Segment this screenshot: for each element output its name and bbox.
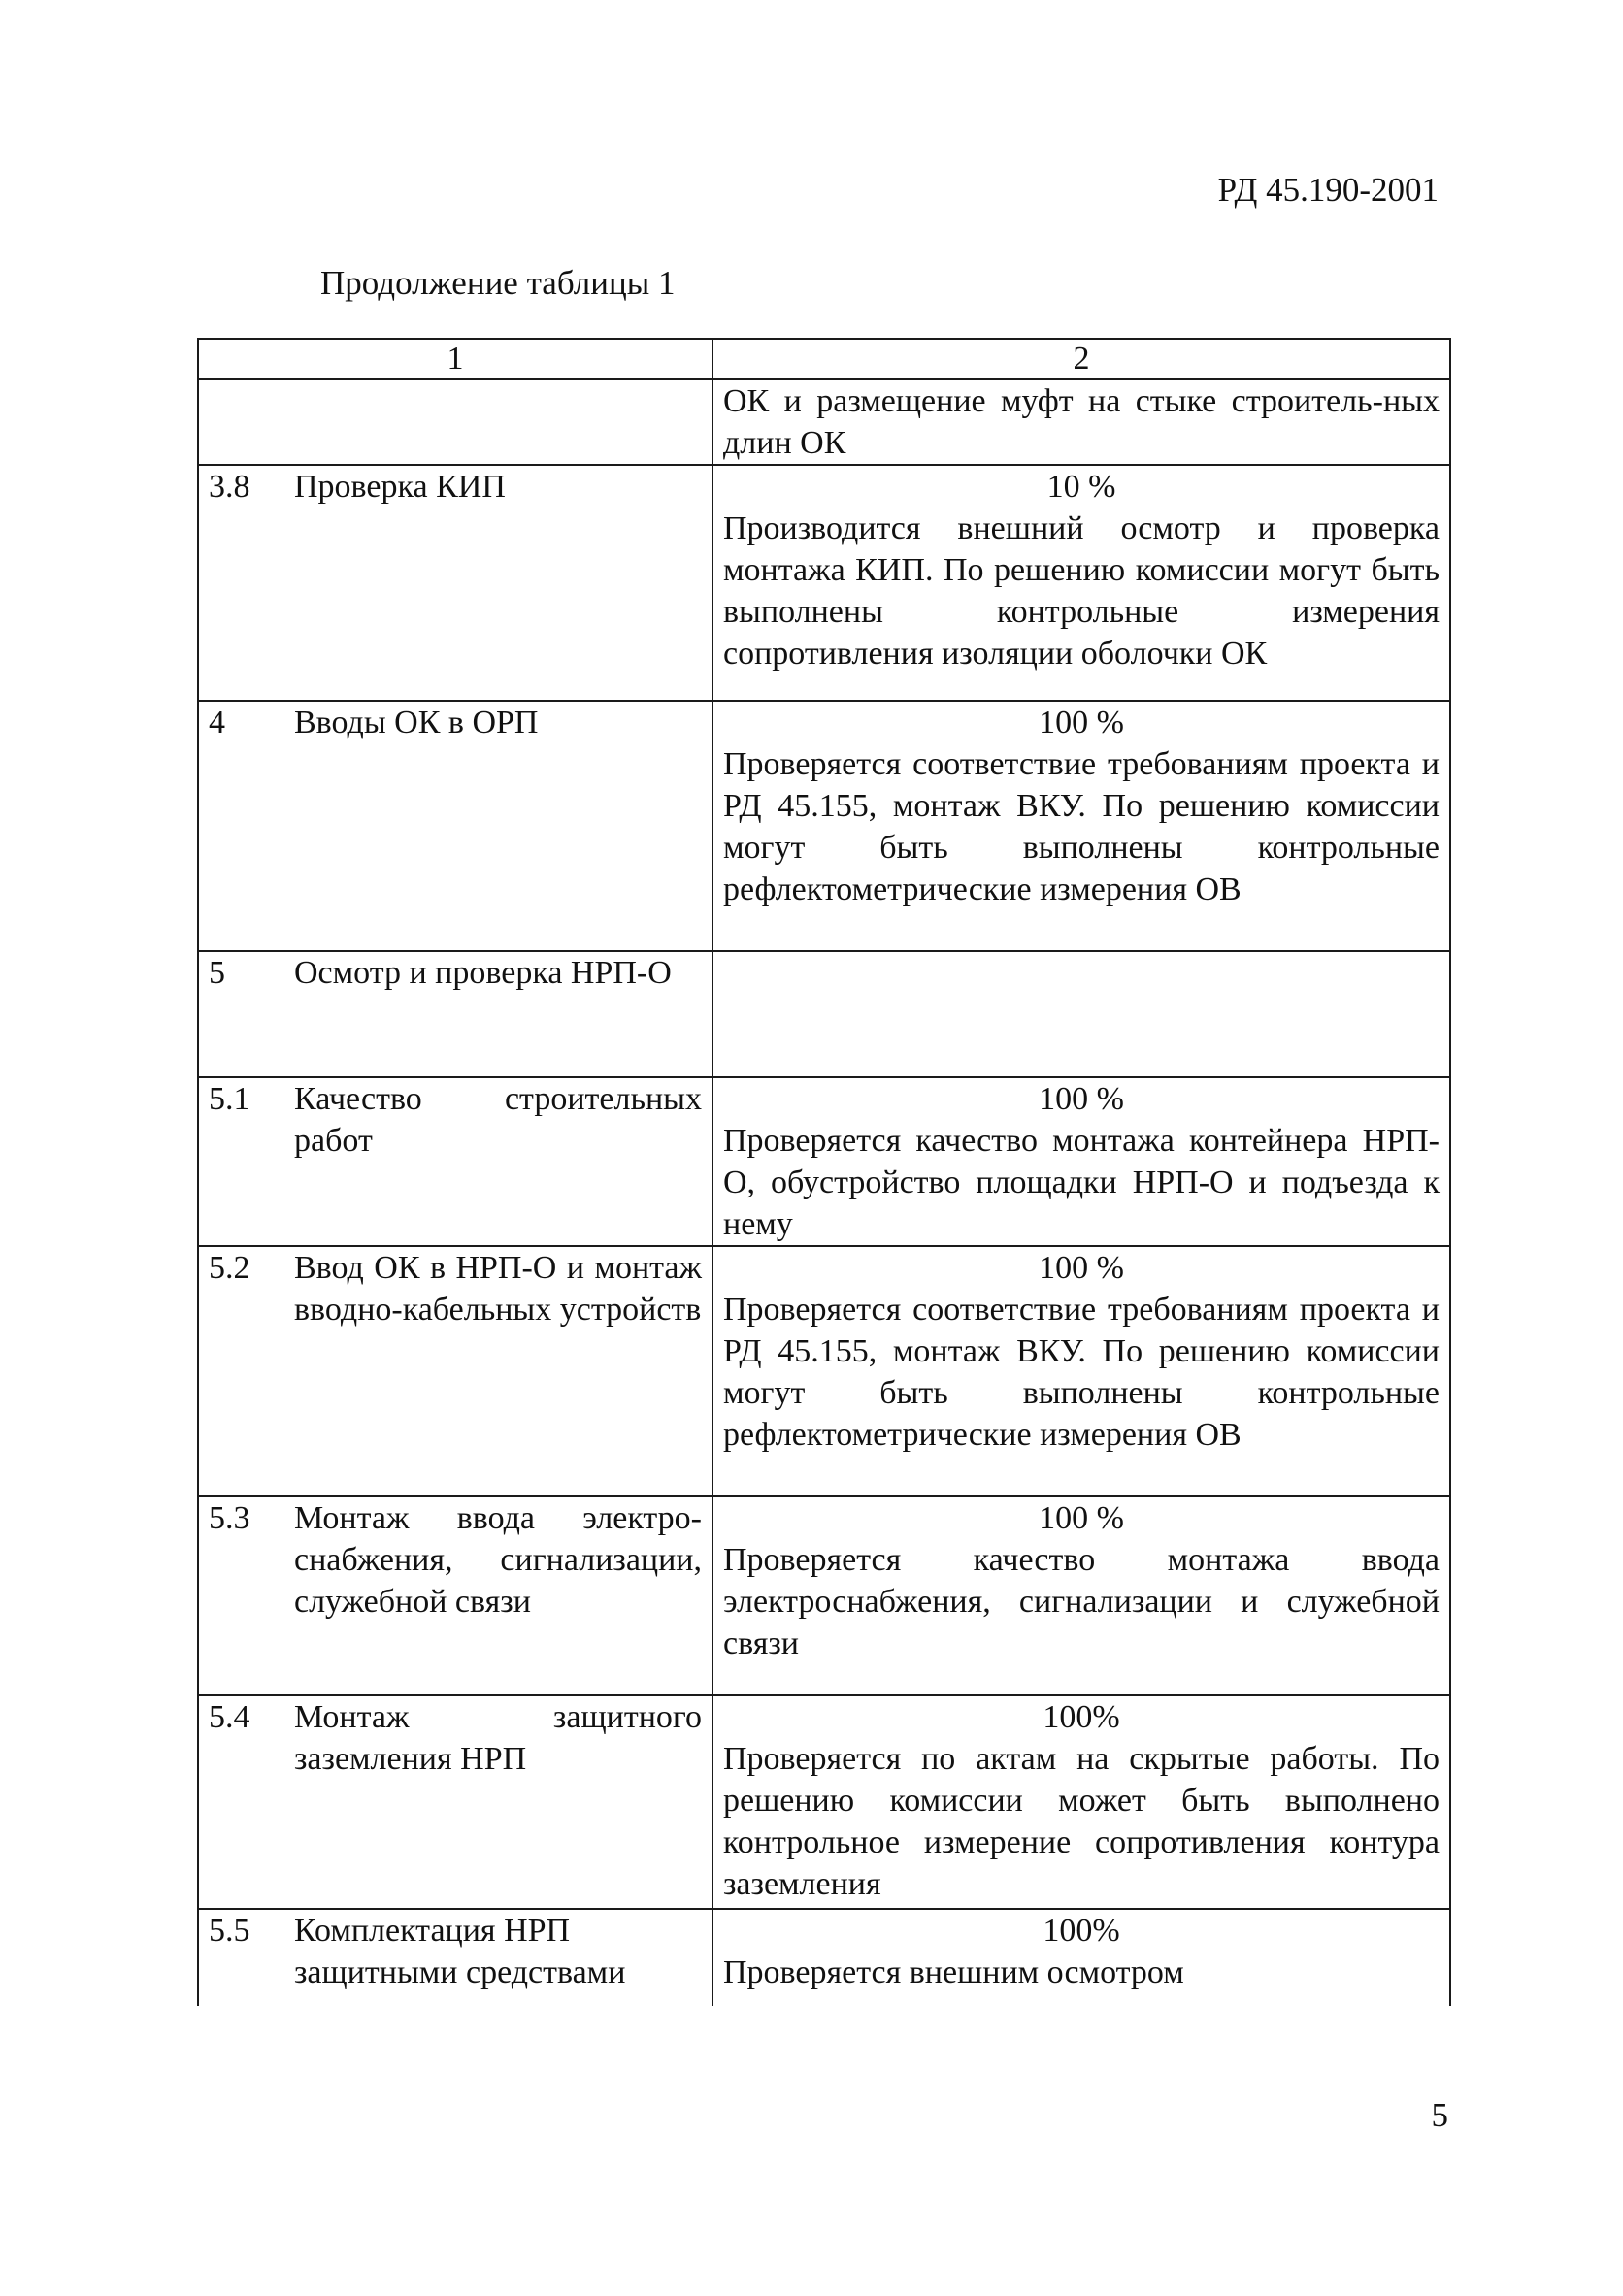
- table-row: [198, 1246, 1450, 1496]
- row-number: 5.1: [209, 1081, 250, 1117]
- row-description: Производится внешний осмотр и проверка монтажа КИП. По решению комиссии могут быть выполнены контрольные измерения сопротивления изоляции оболочки ОК: [723, 510, 1440, 672]
- row-number: 5.3: [209, 1500, 250, 1536]
- table-row: [198, 1909, 1450, 2006]
- row-item-cell: [198, 1496, 712, 1695]
- row-description-cell: [712, 1695, 1450, 1909]
- document-code: РД 45.190-2001: [1217, 171, 1439, 209]
- table-row: [198, 1077, 1450, 1246]
- row-number: 4: [209, 705, 225, 740]
- row-item-cell: [198, 1077, 712, 1246]
- row-description: Проверяется по актам на скрытые работы. По решению комиссии может быть выполнено контрольное измерение сопротивления контура заземления: [723, 1741, 1440, 1902]
- row-name: Монтаж защитного заземления НРП: [294, 1699, 702, 1777]
- row-name: Осмотр и проверка НРП-О: [294, 955, 672, 991]
- table-row: [198, 379, 1450, 465]
- row-item-cell: [198, 1246, 712, 1496]
- row-item-cell: [198, 701, 712, 951]
- table-row: [198, 701, 1450, 951]
- row-name: Проверка КИП: [294, 469, 506, 505]
- table-row: [198, 465, 1450, 701]
- row-percent: 100 %: [1039, 1250, 1124, 1286]
- row-description: ОК и размещение муфт на стыке строитель-ных длин ОК: [723, 383, 1440, 461]
- row-name: Вводы ОК в ОРП: [294, 705, 539, 740]
- row-description-cell: [712, 379, 1450, 465]
- row-percent: 100 %: [1039, 1500, 1124, 1536]
- row-number: 3.8: [209, 469, 250, 505]
- row-name: Качество строительных работ: [294, 1081, 702, 1159]
- row-description: Проверяется соответствие требованиям проекта и РД 45.155, монтаж ВКУ. По решению комиссии могут быть выполнены контрольные рефлектометрические измерения ОВ: [723, 1292, 1440, 1453]
- row-percent: 100%: [1043, 1913, 1120, 1949]
- row-percent: 100 %: [1039, 705, 1124, 740]
- row-description: Проверяется внешним осмотром: [723, 1954, 1184, 1990]
- table-header-row: [198, 339, 1450, 379]
- row-description: Проверяется соответствие требованиям проекта и РД 45.155, монтаж ВКУ. По решению комиссии могут быть выполнены контрольные рефлектометрические измерения ОВ: [723, 746, 1440, 907]
- table-row: [198, 1695, 1450, 1909]
- row-description-cell: [712, 1246, 1450, 1496]
- inspection-table: [197, 338, 1451, 2006]
- row-percent: 100%: [1043, 1699, 1120, 1735]
- row-number: 5: [209, 955, 225, 991]
- row-number: 5.4: [209, 1699, 250, 1735]
- row-item-cell: [198, 465, 712, 701]
- row-item-cell: [198, 1695, 712, 1909]
- row-item-cell: [198, 951, 712, 1077]
- row-name: Монтаж ввода электро-снабжения, сигнализации, служебной связи: [294, 1500, 702, 1620]
- row-name: Комплектация НРП защитными средствами: [294, 1913, 626, 1990]
- row-description: Проверяется качество монтажа ввода электроснабжения, сигнализации и служебной связи: [723, 1542, 1440, 1661]
- row-number: 5.2: [209, 1250, 250, 1286]
- row-description: Проверяется качество монтажа контейнера НРП-О, обустройство площадки НРП-О и подъезда к нему: [723, 1123, 1440, 1242]
- row-percent: 100 %: [1039, 1081, 1124, 1117]
- column-header-1: 1: [198, 339, 712, 379]
- table-row: [198, 951, 1450, 1077]
- row-description-cell: [712, 465, 1450, 701]
- column-header-2: 2: [712, 339, 1450, 379]
- page-number: 5: [1431, 2096, 1448, 2134]
- row-description-cell: [712, 1077, 1450, 1246]
- row-description-cell: [712, 1909, 1450, 2006]
- row-percent: 10 %: [1046, 469, 1116, 505]
- row-number: 5.5: [209, 1913, 250, 1949]
- row-name: Ввод ОК в НРП-О и монтаж вводно-кабельных устройств: [294, 1250, 702, 1328]
- row-description-cell: [712, 1496, 1450, 1695]
- row-item-cell: [198, 1909, 712, 2006]
- row-description-cell: [712, 701, 1450, 951]
- table-row: [198, 1496, 1450, 1695]
- row-description-cell: [712, 951, 1450, 1077]
- table-caption: Продолжение таблицы 1: [320, 264, 676, 302]
- row-item-cell: [198, 379, 712, 465]
